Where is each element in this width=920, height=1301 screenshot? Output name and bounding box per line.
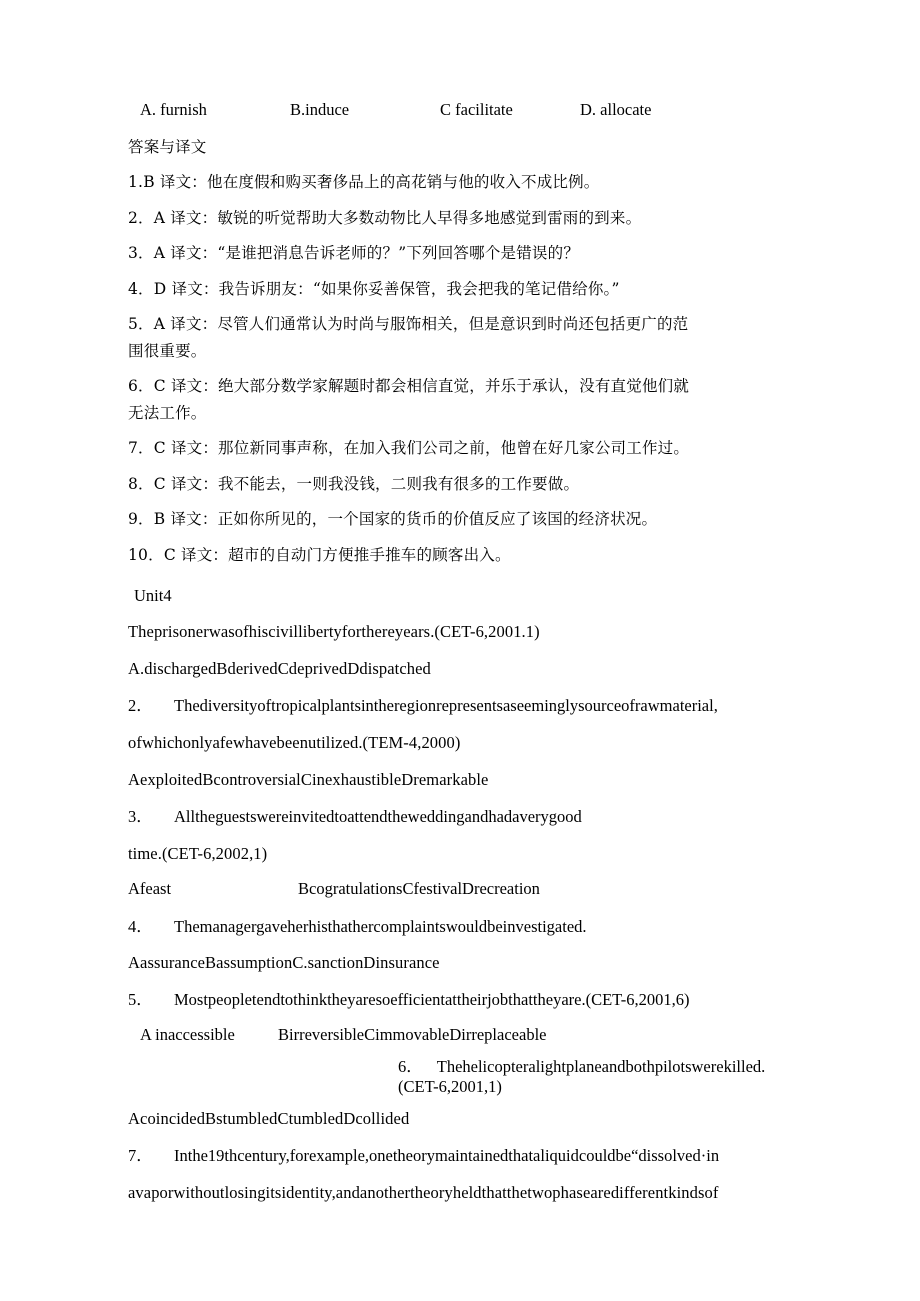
question-7-stem-line1: Inthe19thcentury,forexample,onetheorymaintainedthataliquidcouldbe“dissolved·in <box>174 1146 720 1166</box>
answer-item-5: 5．A 译文：尽管人们通常认为时尚与服饰相关，但是意识到时尚还包括更广的范 <box>128 315 689 334</box>
option-c: C facilitate <box>440 100 513 119</box>
question-2-number: 2． <box>128 695 153 715</box>
question-4-stem: Themanagergaveherhisthathercomplaintswouldbeinvestigated. <box>174 916 587 936</box>
unit-title: Unit4 <box>134 586 172 606</box>
answer-item-6-cont: 无法工作。 <box>128 403 207 422</box>
question-2-stem-line2: ofwhichonlyafewhavebeenutilized.(TEM-4,2000) <box>128 732 461 752</box>
question-5-option-a: A inaccessible <box>140 1025 235 1045</box>
answer-item-1: 1.B 译文：他在度假和购买奢侈品上的高花销与他的收入不成比例。 <box>128 173 600 192</box>
question-6-options: AcoincidedBstumbledCtumbledDcollided <box>128 1109 410 1129</box>
question-3-number: 3． <box>128 806 153 826</box>
question-3 <box>128 805 792 829</box>
question-7-stem-line2: avaporwithoutlosingitsidentity,andanothertheoryheldthatthetwophasearedifferentkindsof <box>128 1183 719 1203</box>
question-3-options-rest: BcogratulationsCfestivalDrecreation <box>298 878 540 898</box>
answer-item-2: 2．A 译文：敏锐的听觉帮助大多数动物比人早得多地感觉到雷雨的到来。 <box>128 208 642 227</box>
answer-item-6: 6．C 译文：绝大部分数学家解题时都会相信直觉，并乐于承认，没有直觉他们就 <box>128 377 690 396</box>
question-options-row <box>128 100 792 120</box>
question-7-number: 7． <box>128 1146 153 1166</box>
question-6-number: 6． <box>398 1057 423 1077</box>
question-4-number: 4． <box>128 916 153 936</box>
question-1-options: A.dischargedBderivedCdeprivedDdispatched <box>128 659 431 679</box>
question-6-stem <box>278 1053 792 1097</box>
question-3-option-a: Afeast <box>128 878 172 898</box>
question-5-options-rest: BirreversibleCimmovableDirreplaceable <box>278 1025 547 1045</box>
question-1-stem: Theprisonerwasofhiscivillibertyforthereyears.(CET-6,2001.1) <box>128 622 540 642</box>
question-5-options-rest-and-q6 <box>278 1025 792 1097</box>
answer-item-3: 3．A 译文：“是谁把消息告诉老师的？”下列回答哪个是错误的？ <box>128 244 580 263</box>
question-4 <box>128 915 792 939</box>
answers-heading: 答案与译文 <box>128 138 207 156</box>
question-3-stem-line1: Alltheguestswereinvitedtoattendtheweddingandhadaverygood <box>174 806 582 826</box>
answer-item-10: 10．C 译文：超市的自动门方便推手推车的顾客出入。 <box>128 545 511 564</box>
question-3-options <box>128 879 792 899</box>
answer-item-8: 8．C 译文：我不能去，一则我没钱，二则我有很多的工作要做。 <box>128 474 580 493</box>
answer-item-9: 9．B 译文：正如你所见的，一个国家的货币的价值反应了该国的经济状况。 <box>128 510 658 529</box>
question-5-number: 5． <box>128 990 153 1010</box>
question-7 <box>128 1144 792 1168</box>
answer-item-4: 4．D 译文：我告诉朋友：“如果你妥善保管，我会把我的笔记借给你。” <box>128 279 620 298</box>
question-2-options: AexploitedBcontroversialCinexhaustibleDremarkable <box>128 769 489 789</box>
question-5-stem: Mostpeopletendtothinktheyaresoefficientattheirjobthattheyare.(CET-6,2001,6) <box>174 990 690 1010</box>
answer-item-5-cont: 围很重要。 <box>128 341 207 360</box>
question-2-stem-line1: Thediversityoftropicalplantsintheregionrepresentsaseeminglysourceofrawmaterial, <box>174 695 718 715</box>
question-4-options: AassuranceBassumptionC.sanctionDinsurance <box>128 953 440 973</box>
question-2 <box>128 694 792 718</box>
answer-item-7: 7．C 译文：那位新同事声称，在加入我们公司之前，他曾在好几家公司工作过。 <box>128 439 690 458</box>
question-5-options-and-question-6 <box>128 1025 792 1097</box>
question-3-stem-line2: time.(CET-6,2002,1) <box>128 843 268 863</box>
option-d: D. allocate <box>580 100 652 119</box>
question-6-stem-text: Thehelicopteralightplaneandbothpilotswerekilled.(CET-6,2001,1) <box>398 1057 766 1097</box>
option-a: A. furnish <box>140 100 207 119</box>
option-b: B.induce <box>290 100 350 119</box>
question-5 <box>128 988 792 1012</box>
